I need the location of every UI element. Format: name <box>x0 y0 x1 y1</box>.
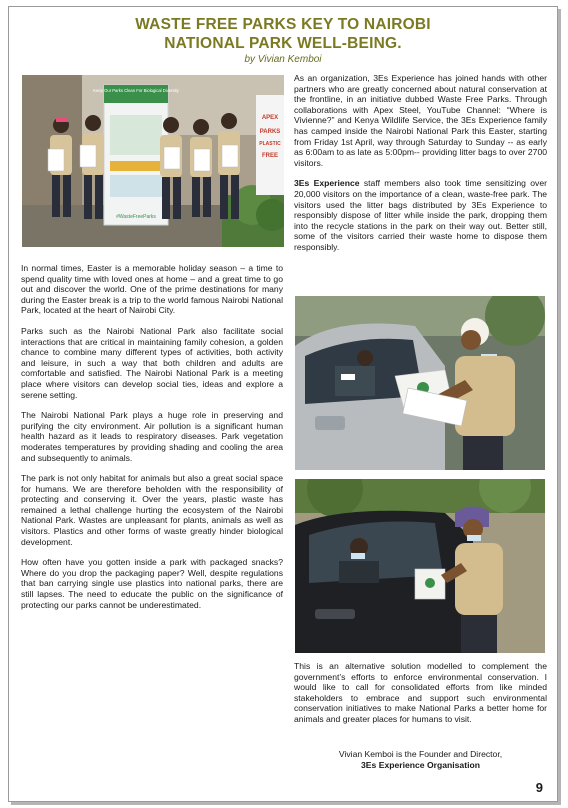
paragraph-staff-rest: staff members also took time sensitizing over 20,000 visitors on the importance of a clean, waste-free park. The visitors used the litter bags distributed by 3Es Experience to responsibly dispose of litter while inside the park, dropping them into the recycle stations in the park on their way out. Better still, some of the visitors carried their waste home to dispose them responsibly. <box>294 178 547 252</box>
page-number: 9 <box>535 780 543 795</box>
author-note-org: 3Es Experience Organisation <box>361 760 480 770</box>
photo-handing-bag-2 <box>295 479 545 653</box>
banner-heading: Keep Our Parks Clean For Biological Diversity <box>93 88 179 93</box>
paragraph-social: Parks such as the Nairobi National Park also facilitate social interactions that are critical in maintaining family cohesion, a golden chance to combine many different types of activities, both activity and leisure, in such a way that both children and adults are comfortable and satisfied. The Nairobi National Park is a meeting place where visitors can develop social ties, ideas and explore a serene setting. <box>21 325 283 400</box>
side-banner-line-3: PLASTIC <box>259 141 281 147</box>
paragraph-organization: As an organization, 3Es Experience has joined hands with other partners who are greatly concerned about natural conservation at the frontline, in an initiative dubbed Waste Free Parks. Through collaborations with Apex Steel, YouTube Channel: “Where is Vivienne?” and Kenya Wildlife Service, the 3Es Experience family has camped inside the Nairobi National Park this Easter, starting from Friday 1st April, way through Saturday to Sunday -- as early as 6:00am to as late as 5:00pm-- providing litter bags to over 2700 visitors. <box>294 73 547 168</box>
headline <box>9 15 557 53</box>
left-column <box>21 263 283 620</box>
right-column-top <box>294 73 547 263</box>
photo-handing-bag-1 <box>295 296 545 470</box>
side-banner-line-1: APEX <box>261 115 279 121</box>
photo-staff-group <box>22 75 284 247</box>
headline-line-2: NATIONAL PARK WELL-BEING. <box>164 35 402 52</box>
right-column-bottom <box>294 661 547 735</box>
paragraph-easter: In normal times, Easter is a memorable holiday season – a time to spend quality time with loved ones at home – and a great time to go out and discover the world. One of the prime destinations for many during the Easter break is a trip to the world famous Nairobi National Park, located at the heart of Nairobi City. <box>21 263 283 316</box>
byline: by Vivian Kemboi <box>244 54 322 65</box>
magazine-page <box>8 6 558 802</box>
author-note-line: Vivian Kemboi is the Founder and Director, <box>338 749 503 759</box>
paragraph-environment: The Nairobi National Park plays a huge role in preserving and purifying the city environment. Air pollution is a significant human health hazard as it leads to respiratory diseases. Park vegetation moderates temperatures by providing shading and cooling the area and subsequently to animals. <box>21 410 283 463</box>
paragraph-snacks: How often have you gotten inside a park with packaged snacks? Where do you drop the packaging paper? Well, despite regulations that ban carrying single use plastics into national parks, there are still lapses. The need to educate the public on the significance of protecting our parks cannot be underestimated. <box>21 557 283 610</box>
paragraph-staff-lead: 3Es Experience <box>294 178 360 189</box>
author-note <box>294 749 547 771</box>
side-banner-line-2: PARKS <box>259 129 281 135</box>
paragraph-habitat: The park is not only habitat for animals but also a great social space for humans. We are therefore beholden with the responsibility of protecting and conserving it. Over the years, plastic waste has remained a lethal challenge hurting the ecosystem of the Nairobi National Park. Wastes are unpleasant for plants, animals as well as visitors. Plastics and other forms of waste greatly hinder biological development. <box>21 473 283 547</box>
banner-hashtag: #WasteFreeParks <box>116 214 156 220</box>
paragraph-staff <box>294 178 547 252</box>
paragraph-alternative: This is an alternative solution modelled to complement the government’s efforts to enforce environmental conservation. I would like to call for consolidated efforts from like minded stakeholders to embrace and support such environmental conservation initiatives to make National Parks a better home for animals and greater places for humans to visit. <box>294 661 547 724</box>
headline-line-1: WASTE FREE PARKS KEY TO NAIROBI <box>135 16 431 33</box>
side-banner-line-4: FREE <box>261 153 279 159</box>
